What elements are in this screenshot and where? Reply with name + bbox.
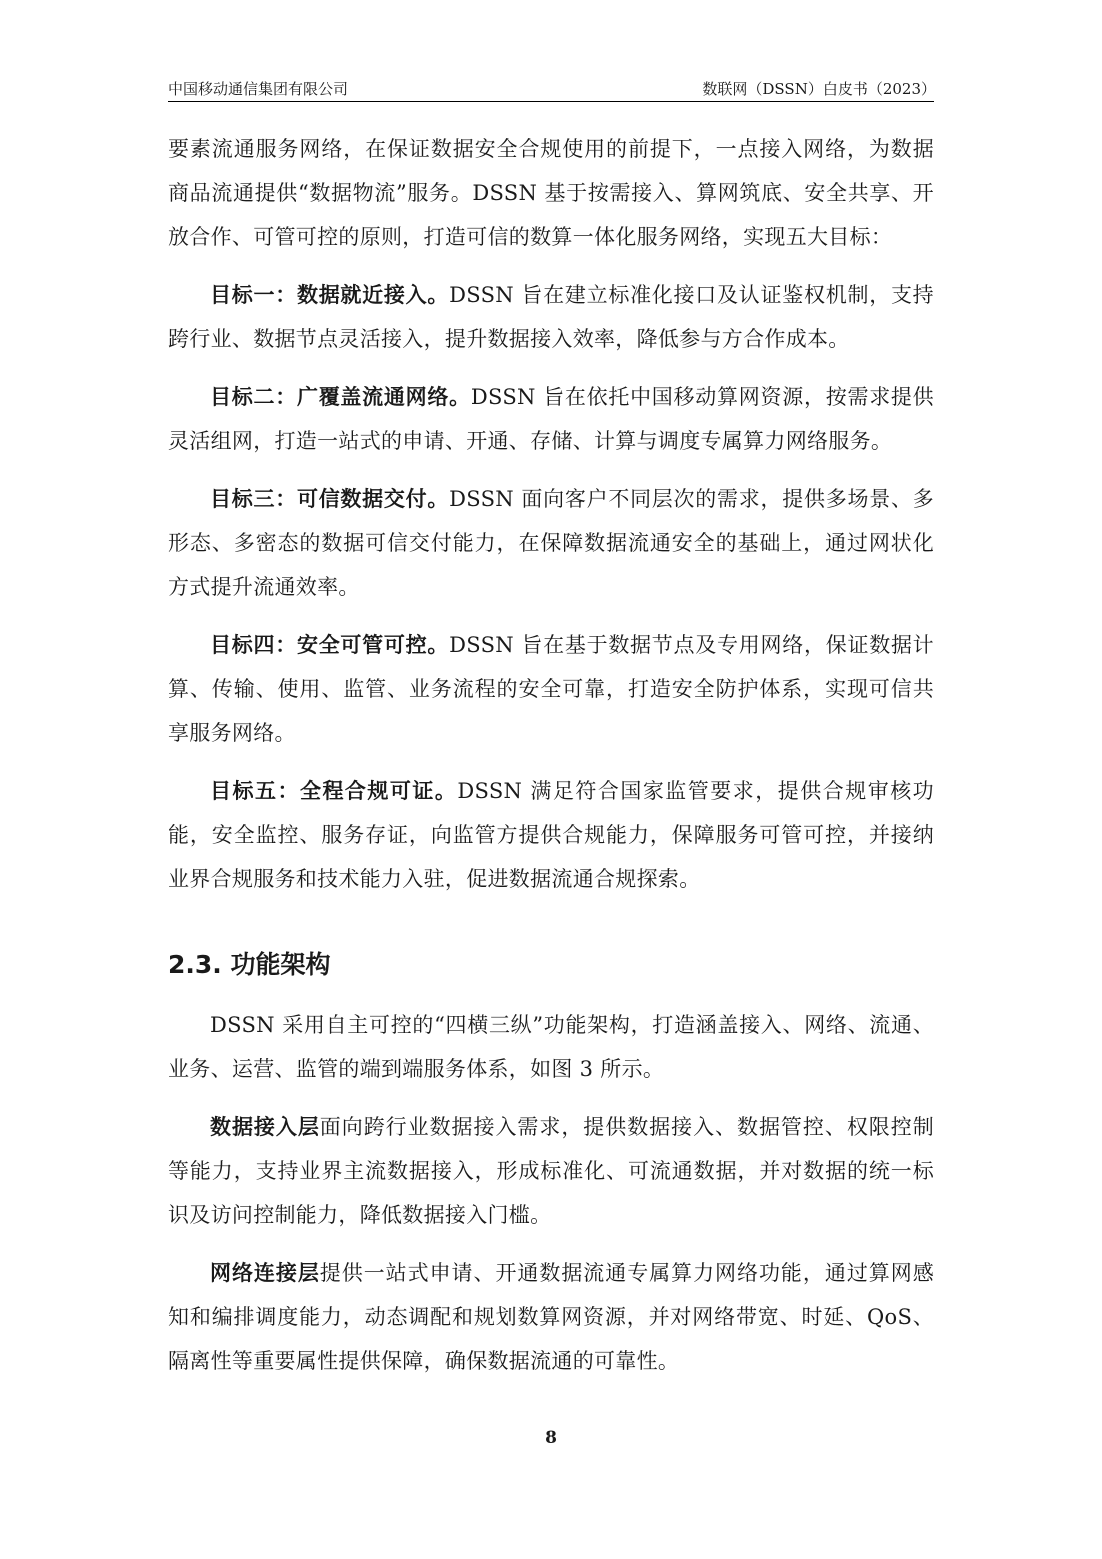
goal-paragraph-4 (168, 623, 934, 755)
goal-lead: 目标一：数据就近接入。 (210, 283, 450, 307)
goal-paragraph-5 (168, 769, 934, 901)
goal-paragraph-3 (168, 477, 934, 609)
layer-lead: 数据接入层 (210, 1115, 320, 1139)
layer-paragraph-network (168, 1251, 934, 1383)
goal-lead: 目标三：可信数据交付。 (210, 487, 450, 511)
goal-lead: 目标四：安全可管可控。 (210, 633, 450, 657)
goal-paragraph-2 (168, 375, 934, 463)
goal-text: DSSN 旨在依托中国移动算网资源，按需求提供灵活组网，打造一站式的申请、开通、存储、计算与调度专属算力网络服务。 (168, 385, 934, 453)
goal-text: DSSN 满足符合国家监管要求，提供合规审核功能，安全监控、服务存证，向监管方提供合规能力，保障服务可管可控，并接纳业界合规服务和技术能力入驻，促进数据流通合规探索。 (168, 779, 934, 891)
intro-paragraph: 要素流通服务网络，在保证数据安全合规使用的前提下，一点接入网络，为数据商品流通提供“数据物流”服务。DSSN 基于按需接入、算网筑底、安全共享、开放合作、可管可控的原则，打造可信的数算一体化服务网络，实现五大目标： (168, 137, 934, 249)
layer-paragraph-data-access (168, 1105, 934, 1237)
header-organization: 中国移动通信集团有限公司 (168, 80, 349, 98)
layer-lead: 网络连接层 (210, 1261, 320, 1285)
section-intro-paragraph: DSSN 采用自主可控的“四横三纵”功能架构，打造涵盖接入、网络、流通、业务、运营、监管的端到端服务体系，如图 3 所示。 (168, 1013, 934, 1081)
goal-paragraph-1 (168, 273, 934, 361)
layer-text: 提供一站式申请、开通数据流通专属算力网络功能，通过算网感知和编排调度能力，动态调配和规划数算网资源，并对网络带宽、时延、QoS、隔离性等重要属性提供保障，确保数据流通的可靠性。 (168, 1261, 934, 1373)
goal-lead: 目标五：全程合规可证。 (210, 779, 458, 803)
goal-text: DSSN 旨在基于数据节点及专用网络，保证数据计算、传输、使用、监管、业务流程的安全可靠，打造安全防护体系，实现可信共享服务网络。 (168, 633, 934, 745)
header-divider (168, 101, 934, 102)
layer-text: 面向跨行业数据接入需求，提供数据接入、数据管控、权限控制等能力，支持业界主流数据接入，形成标准化、可流通数据，并对数据的统一标识及访问控制能力，降低数据接入门槛。 (168, 1115, 934, 1227)
goal-text: DSSN 旨在建立标准化接口及认证鉴权机制，支持跨行业、数据节点灵活接入，提升数据接入效率，降低参与方合作成本。 (168, 283, 934, 351)
section-heading: 2.3. 功能架构 (168, 950, 331, 979)
goal-text: DSSN 面向客户不同层次的需求，提供多场景、多形态、多密态的数据可信交付能力，在保障数据流通安全的基础上，通过网状化方式提升流通效率。 (168, 487, 934, 599)
page-body (168, 127, 934, 1383)
header-document-title: 数联网（DSSN）白皮书（2023） (702, 80, 936, 98)
page-number: 8 (545, 1428, 557, 1448)
goal-lead: 目标二：广覆盖流通网络。 (210, 385, 471, 409)
